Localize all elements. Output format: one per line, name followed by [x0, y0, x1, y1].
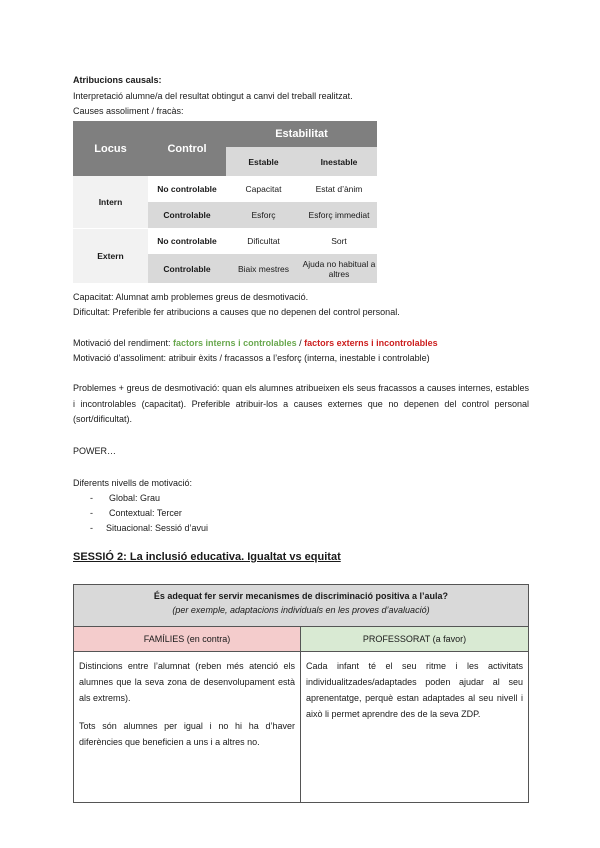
cell-estat-anim: Estat d’ànim [301, 176, 377, 202]
attributions-heading: Atribucions causals: [73, 75, 162, 85]
professorat-body [301, 652, 528, 802]
estable-header: Estable [226, 147, 301, 176]
cell-biaix-mestres: Biaix mestres [226, 254, 301, 283]
causes-label: Causes assoliment / fracàs: [73, 106, 184, 116]
factors-externs: factors externs i incontrolables [304, 338, 438, 348]
no-controlable-label: No controlable [148, 176, 226, 202]
problemes-paragraph: Problemes + greus de desmotivació: quan els alumnes atribueixen els seus fracassos a causes internes, estables i incontrolables (capacitat). Preferible atribuir-los a causes externes que no depenen del control personal (sort/dificultat). [73, 383, 529, 424]
estabilitat-header: Estabilitat [226, 121, 377, 147]
motivacio-assoliment: Motivació d’assoliment: atribuir èxits / fracassos a l’esforç (interna, inestable i controlable) [73, 353, 430, 363]
intern-label: Intern [73, 176, 148, 228]
nivell-contextual: Contextual: Tercer [109, 508, 182, 518]
separator-slash: / [296, 338, 305, 348]
cell-sort: Sort [301, 228, 377, 254]
control-header: Control [148, 121, 226, 176]
debate-example: (per exemple, adaptacions individuals en les proves d’avaluació) [172, 605, 430, 615]
attribution-table [73, 121, 377, 283]
cell-esforc-immediat: Esforç immediat [301, 202, 377, 228]
controlable-label: Controlable [148, 254, 226, 283]
inestable-header: Inestable [301, 147, 377, 176]
note-capacitat: Capacitat: Alumnat amb problemes greus de desmotivació. [73, 292, 309, 302]
bullet-dash: - [90, 508, 93, 518]
note-dificultat: Dificultat: Preferible fer atribucions a causes que no depenen del control personal. [73, 307, 400, 317]
professorat-column [301, 627, 528, 802]
professorat-header: PROFESSORAT (a favor) [301, 627, 528, 652]
motivacio-rendiment-label: Motivació del rendiment: [73, 338, 174, 348]
cell-capacitat: Capacitat [226, 176, 301, 202]
power-text: POWER… [73, 446, 117, 456]
debate-table [73, 584, 529, 803]
nivells-heading: Diferents nivells de motivació: [73, 478, 193, 488]
motivacio-rendiment [73, 337, 438, 349]
debate-question: És adequat fer servir mecanismes de discriminació positiva a l’aula? [153, 591, 449, 601]
factors-interns: factors interns i controlables [173, 338, 297, 348]
attributions-intro: Interpretació alumne/a del resultat obtingut a canvi del treball realitzat. [73, 91, 353, 101]
no-controlable-label: No controlable [148, 228, 226, 254]
debate-question-header [74, 585, 528, 627]
locus-header: Locus [73, 121, 148, 176]
cell-esforc: Esforç [226, 202, 301, 228]
professorat-argument-1: Cada infant té el seu ritme i les activitats individualitzades/adaptades poden ajudar al seu aprenentatge, perquè estan adaptades al seu nivell i això li permet aprendre des de la seva ZDP. [306, 661, 523, 719]
bullet-dash: - [90, 523, 93, 533]
families-body [74, 652, 300, 802]
extern-label: Extern [73, 228, 148, 283]
families-column [74, 627, 301, 802]
cell-ajuda-no-habitual: Ajuda no habitual a altres [301, 254, 377, 283]
families-header: FAMÍLIES (en contra) [74, 627, 300, 652]
session2-title: SESSIÓ 2: La inclusió educativa. Igualtat vs equitat [73, 551, 341, 563]
families-argument-2: Tots són alumnes per igual i no hi ha d’haver diferències que beneficien a uns i a altres no. [79, 721, 295, 747]
nivell-situacional: Situacional: Sessió d’avui [106, 523, 209, 533]
cell-dificultat: Dificultat [226, 228, 301, 254]
nivell-global: Global: Grau [109, 493, 161, 503]
bullet-dash: - [90, 493, 93, 503]
families-argument-1: Distincions entre l’alumnat (reben més atenció els alumnes que la seva zona de desenvolupament està als extrems). [79, 661, 295, 703]
controlable-label: Controlable [148, 202, 226, 228]
